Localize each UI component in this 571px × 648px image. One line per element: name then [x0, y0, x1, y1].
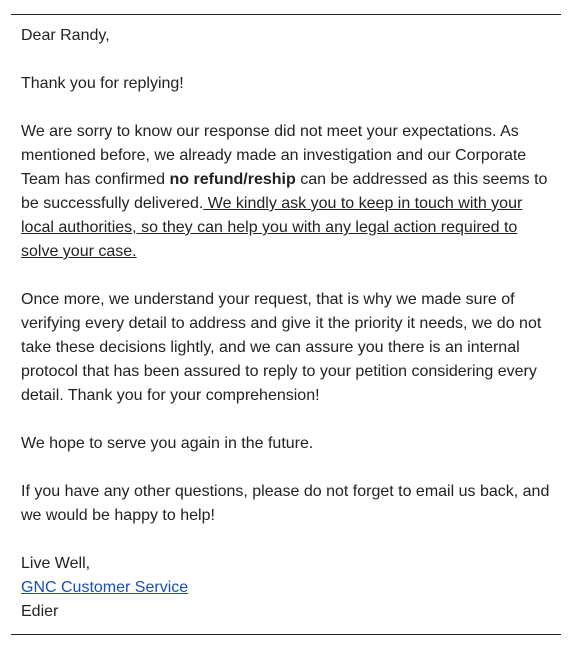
response-text: We are sorry to know our response did not meet your expectations. As mentioned before, we already made an investigation and our Corporate Team has confirmed	[21, 123, 527, 188]
hope-paragraph: We hope to serve you again in the future.	[21, 435, 314, 452]
thanks-paragraph: Thank you for replying!	[21, 75, 184, 92]
understanding-paragraph: Once more, we understand your request, that is why we made sure of verifying every detail to address and give it the priority it needs, we do not take these decisions lightly, and we can assure you there is an internal protocol that has been assured to reply to your petition considering every detail. Thank you for your comprehension!	[21, 291, 542, 404]
agent-name: Edier	[21, 603, 59, 620]
response-paragraph	[21, 120, 556, 264]
signature-block	[21, 552, 556, 624]
email-body	[21, 24, 556, 624]
gnc-customer-service-link[interactable]: GNC Customer Service	[21, 579, 189, 596]
questions-paragraph: If you have any other questions, please do not forget to email us back, and we would be happy to help!	[21, 483, 550, 524]
top-divider	[11, 14, 561, 15]
no-refund-emphasis: no refund/reship	[169, 171, 296, 188]
response-text-continued: can be addressed as this seems to be successfully delivered.	[21, 171, 548, 212]
signoff: Live Well,	[21, 555, 91, 572]
greeting: Dear Randy,	[21, 27, 110, 44]
authorities-advice: We kindly ask you to keep in touch with your local authorities, so they can help you with any legal action required to solve your case.	[21, 195, 523, 260]
bottom-divider	[11, 634, 561, 635]
